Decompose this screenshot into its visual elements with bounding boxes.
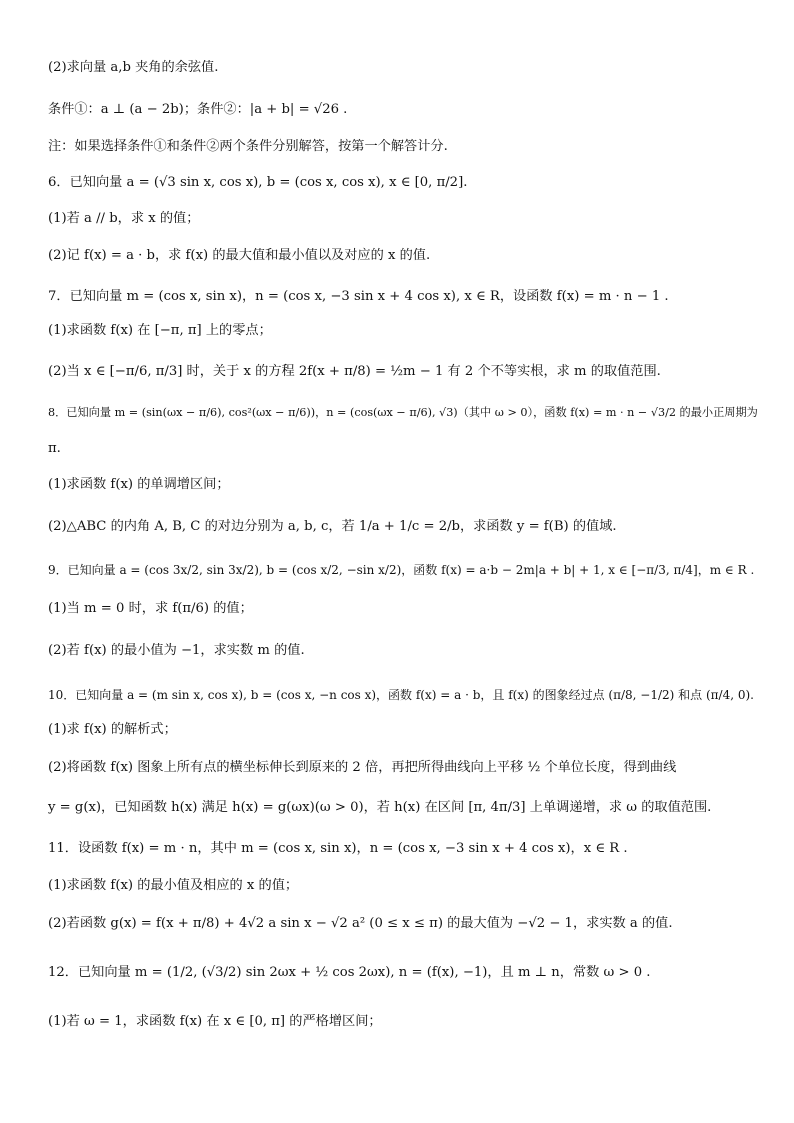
text-line-1: (2)求向量 a,b 夹角的余弦值. bbox=[48, 60, 219, 75]
text-line-16: (2)若 f(x) 的最小值为 −1，求实数 m 的值. bbox=[48, 643, 305, 658]
text-line-11: π. bbox=[48, 441, 61, 456]
text-line-21: 11．设函数 f(x) = m · n，其中 m = (cos x, sin x)，n = (cos x, −3 sin x + 4 cos x)，x ∈ R . bbox=[48, 841, 628, 856]
text-line-19: (2)将函数 f(x) 图象上所有点的横坐标伸长到原来的 2 倍，再把所得曲线向上平移 ½ 个单位长度，得到曲线 bbox=[48, 760, 677, 775]
text-line-23: (2)若函数 g(x) = f(x + π/8) + 4√2 a sin x − √2 a² (0 ≤ x ≤ π) 的最大值为 −√2 − 1，求实数 a 的值. bbox=[48, 916, 673, 931]
text-line-24: 12．已知向量 m = (1/2, (√3/2) sin 2ωx + ½ cos 2ωx), n = (f(x), −1)，且 m ⊥ n，常数 ω > 0 . bbox=[48, 965, 651, 980]
text-line-18: (1)求 f(x) 的解析式； bbox=[48, 722, 177, 737]
text-line-2: 条件①：a ⊥ (a − 2b)；条件②：|a + b| = √26 . bbox=[48, 102, 348, 117]
text-line-5: (1)若 a // b，求 x 的值； bbox=[48, 211, 200, 226]
text-line-3: 注：如果选择条件①和条件②两个条件分别解答，按第一个解答计分. bbox=[48, 139, 448, 154]
text-line-14: 9．已知向量 a = (cos 3x/2, sin 3x/2), b = (cos x/2, −sin x/2)，函数 f(x) = a·b − 2m|a + b| + 1, x ∈ [−π/3, π/4]，m ∈ R . bbox=[48, 563, 755, 577]
text-line-9: (2)当 x ∈ [−π/6, π/3] 时，关于 x 的方程 2f(x + π/8) = ½m − 1 有 2 个不等实根，求 m 的取值范围. bbox=[48, 364, 661, 379]
text-line-25: (1)若 ω = 1，求函数 f(x) 在 x ∈ [0, π] 的严格增区间； bbox=[48, 1014, 382, 1029]
text-line-17: 10．已知向量 a = (m sin x, cos x), b = (cos x, −n cos x)，函数 f(x) = a · b，且 f(x) 的图象经过点 (π/8, −1/2) 和点 (π/4, 0). bbox=[48, 688, 754, 702]
text-line-12: (1)求函数 f(x) 的单调增区间； bbox=[48, 477, 230, 492]
text-line-6: (2)记 f(x) = a · b，求 f(x) 的最大值和最小值以及对应的 x 的值. bbox=[48, 248, 431, 263]
text-line-10: 8．已知向量 m = (sin(ωx − π/6), cos²(ωx − π/6))，n = (cos(ωx − π/6), √3)（其中 ω > 0），函数 f(x) = m · n − √3/2 的最小正周期为 bbox=[48, 406, 758, 419]
text-line-20: y = g(x)，已知函数 h(x) 满足 h(x) = g(ωx)(ω > 0)，若 h(x) 在区间 [π, 4π/3] 上单调递增，求 ω 的取值范围. bbox=[48, 800, 712, 815]
text-line-7: 7．已知向量 m = (cos x, sin x)，n = (cos x, −3 sin x + 4 cos x), x ∈ R，设函数 f(x) = m · n − 1 . bbox=[48, 289, 669, 304]
text-line-22: (1)求函数 f(x) 的最小值及相应的 x 的值； bbox=[48, 878, 299, 893]
text-line-8: (1)求函数 f(x) 在 [−π, π] 上的零点； bbox=[48, 323, 272, 338]
text-line-4: 6．已知向量 a = (√3 sin x, cos x), b = (cos x, cos x), x ∈ [0, π/2]. bbox=[48, 175, 468, 190]
text-line-13: (2)△ABC 的内角 A, B, C 的对边分别为 a, b, c，若 1/a + 1/c = 2/b，求函数 y = f(B) 的值域. bbox=[48, 519, 617, 534]
text-line-15: (1)当 m = 0 时，求 f(π/6) 的值； bbox=[48, 601, 253, 616]
